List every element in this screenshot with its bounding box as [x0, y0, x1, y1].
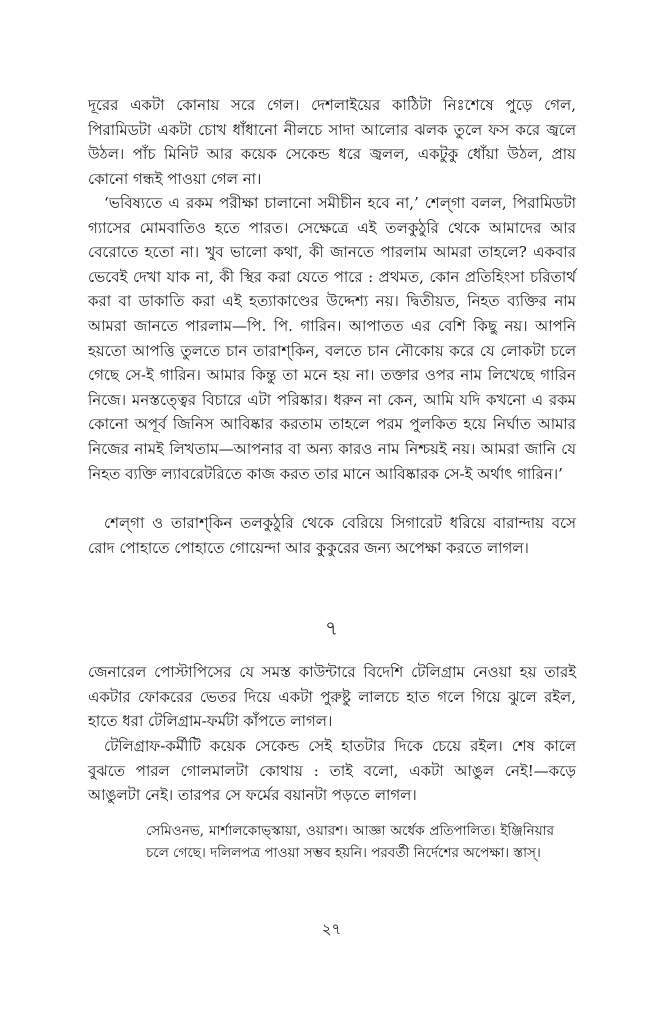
paragraph-5: টেলিগ্রাফ-কর্মীটি কয়েক সেকেন্ড সেই হাতটার দিকে চেয়ে রইল। শেষ কালে বুঝতে পারল গোলমালটা কোথায় : তাই বলো, একটা আঙুল নেই!—কড়ে আঙুলটা নেই। তারপর সে ফর্মের বয়ানটা পড়তে লাগল। [88, 737, 576, 805]
paragraph-3: শেল্‌গা ও তারাশ্‌কিন তলকুঠুরি থেকে বেরিয়ে সিগারেট ধরিয়ে বারান্দায় বসে রোদ পোহাতে পোহাতে গোয়েন্দা আর কুকুরের জন্য অপেক্ষা করতে লাগল। [88, 514, 576, 557]
chapter-number: ৭ [324, 616, 338, 640]
paragraph-2: ‘ভবিষ্যতে এ রকম পরীক্ষা চালানো সমীচীন হবে না,’ শেল্‌গা বলল, পিরামিডটা গ্যাসের মোমবাতিও হতে পারত। সেক্ষেত্রে এই তলকুঠুরি থেকে আমাদের আর বেরোতে হতো না। খুব ভালো কথা, কী জানতে পারলাম আমরা তাহলে? একবার ভেবেই দেখা যাক না, কী স্থির করা যেতে পারে : প্রথমত, কোন প্রতিহিংসা চরিতার্থ করা বা ডাকাতি করা এই হত্যাকাণ্ডের উদ্দেশ্য নয়। দ্বিতীয়ত, নিহত ব্যক্তির নাম আমরা জানতে পারলাম—পি. পি. গারিন। আপাতত এর বেশি কিছু নয়। আপনি হয়তো আপত্তি তুলতে চান তারাশ্‌কিন, বলতে চান নৌকোয় করে যে লোকটা চলে গেছে সে-ই গারিন। আমার কিন্তু তা মনে হয় না। তক্তার ওপর নাম লিখেছে গারিন নিজে। মনস্তত্ত্বের বিচারে এটা পরিষ্কার। ধরুন না কেন, আমি যদি কখনো এ রকম কোনো অপূর্ব জিনিস আবিষ্কার করতাম তাহলে পরম পুলকিত হয়ে নির্ঘাত আমার নিজের নামই লিখতাম—আপনার বা অন্য কারও নাম নিশ্চয়ই নয়। আমরা জানি যে নিহত ব্যক্তি ল্যাবরেটরিতে কাজ করত তার মানে আবিষ্কারক সে-ই অর্থাৎ গারিন।’ [88, 194, 576, 483]
telegram-text: সেমিওনভ, মার্শালকোভ্‌স্কায়া, ওয়ারশ। আজ্ঞা অর্ধেক প্রতিপালিত। ইঞ্জিনিয়ার চলে গেছে। দলিলপত্র পাওয়া সম্ভব হয়নি। পরবর্তী নির্দেশের অপেক্ষা। স্তাস্‌। [146, 823, 554, 861]
page-number: ২৭ [321, 920, 342, 938]
paragraph-4: জেনারেল পোস্টাপিসের যে সমস্ত কাউন্টারে বিদেশি টেলিগ্রাম নেওয়া হয় তারই একটার ফোকরের ভেতর দিয়ে একটা পুরুষ্টু লালচে হাত গলে গিয়ে ঝুলে রইল, হাতে ধরা টেলিগ্রাম-ফর্মটা কাঁপতে লাগল। [88, 663, 576, 731]
paragraph-1: দূরের একটা কোনায় সরে গেল। দেশলাইয়ের কাঠিটা নিঃশেষে পুড়ে গেল, পিরামিডটা একটা চোখ ধাঁধানো নীলচে সাদা আলোর ঝলক তুলে ফস করে জ্বলে উঠল। পাঁচ মিনিট আর কয়েক সেকেন্ড ধরে জ্বলল, একটুকু ধোঁয়া উঠল, প্রায় কোনো গন্ধই পাওয়া গেল না। [88, 96, 576, 188]
